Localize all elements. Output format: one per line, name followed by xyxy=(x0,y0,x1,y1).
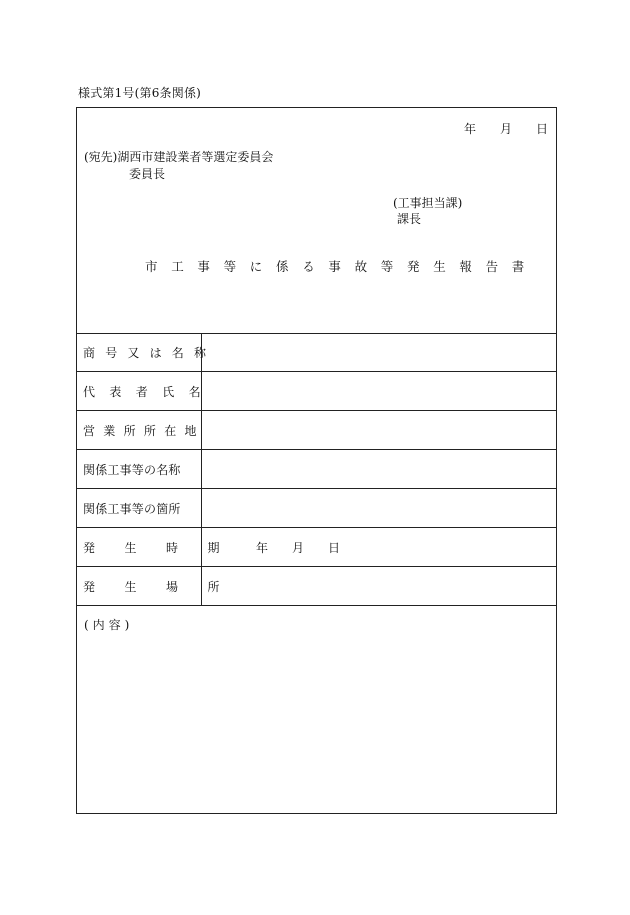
company-name-label: 商号又は名称 xyxy=(77,333,202,371)
form-rows xyxy=(77,333,556,606)
work-location-label: 関係工事等の箇所 xyxy=(77,489,202,527)
row-occurrence-time xyxy=(77,528,556,567)
occurrence-place-label: 発生場所 xyxy=(77,567,202,605)
report-date-month[interactable]: 月 xyxy=(499,122,512,136)
report-date-year[interactable]: 年 xyxy=(463,122,476,136)
sender-title: 課長 xyxy=(397,212,422,226)
row-representative xyxy=(77,372,556,411)
report-date-day[interactable]: 日 xyxy=(535,122,548,136)
occurrence-date xyxy=(202,539,364,556)
row-work-name xyxy=(77,450,556,489)
form-header xyxy=(77,108,556,334)
sender-department: (工事担当課) xyxy=(393,196,463,210)
addressee-title: 委員長 xyxy=(129,167,166,181)
form-number: 様式第1号(第6条関係) xyxy=(78,86,202,100)
occurrence-date-day[interactable]: 日 xyxy=(328,540,341,555)
company-name-field[interactable] xyxy=(202,333,556,371)
content-label: (内容) xyxy=(84,618,134,632)
row-company-name xyxy=(77,333,556,372)
occurrence-date-month[interactable]: 月 xyxy=(292,540,305,555)
occurrence-date-year[interactable]: 年 xyxy=(256,540,269,555)
addressee-organization: (宛先)湖西市建設業者等選定委員会 xyxy=(84,150,274,164)
representative-label: 代表者氏名 xyxy=(77,372,202,410)
document-title: 市工事等に係る事故等発生報告書 xyxy=(145,259,539,274)
office-address-field[interactable] xyxy=(202,411,556,449)
occurrence-place-field[interactable] xyxy=(202,567,556,605)
row-occurrence-place xyxy=(77,567,556,606)
report-form xyxy=(76,107,557,814)
addressee xyxy=(84,149,273,183)
work-name-label: 関係工事等の名称 xyxy=(77,450,202,488)
representative-field[interactable] xyxy=(202,372,556,410)
report-date xyxy=(464,120,548,137)
row-work-location xyxy=(77,489,556,528)
sender xyxy=(393,195,462,227)
occurrence-time-field[interactable] xyxy=(202,528,556,566)
row-office-address xyxy=(77,411,556,450)
work-location-field[interactable] xyxy=(202,489,556,527)
office-address-label: 営業所所在地 xyxy=(77,411,202,449)
work-name-field[interactable] xyxy=(202,450,556,488)
occurrence-time-label: 発生時期 xyxy=(77,528,202,566)
